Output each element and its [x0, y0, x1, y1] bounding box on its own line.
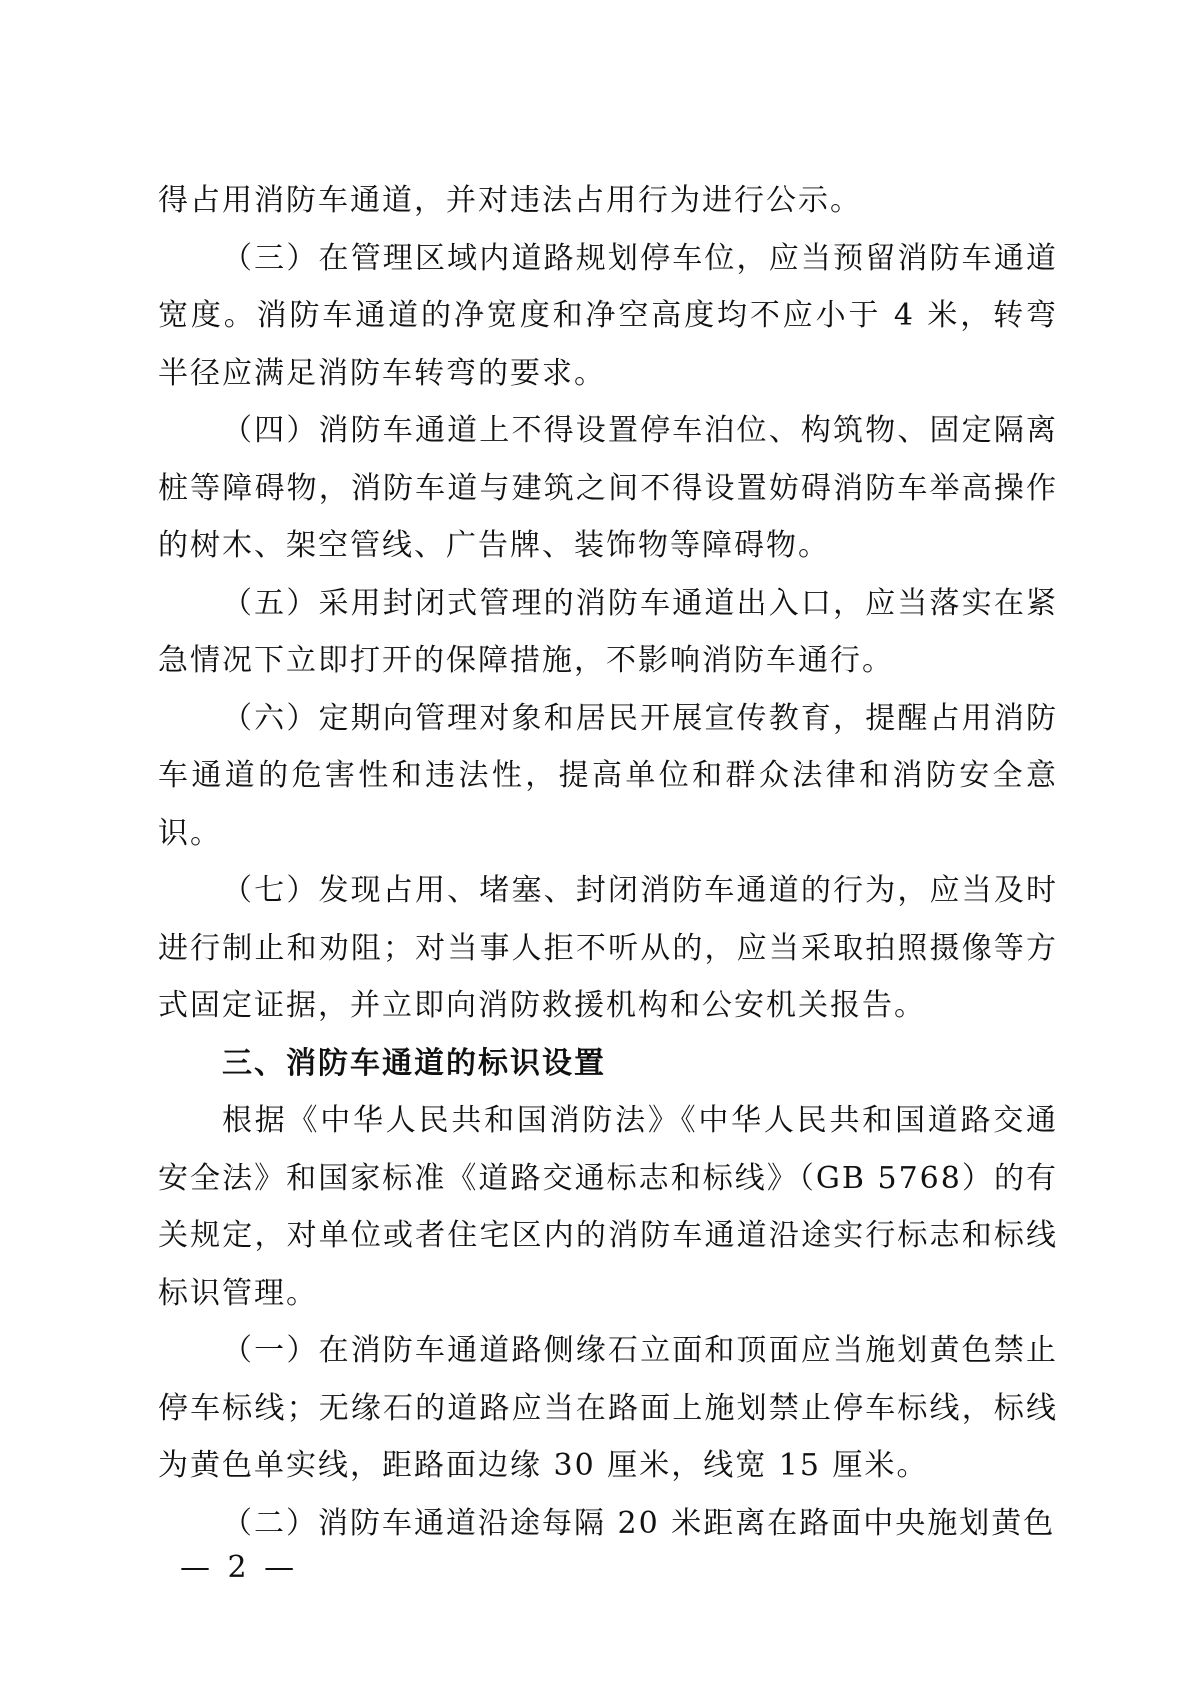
paragraph-rule-2: （二）消防车通道沿途每隔 20 米距离在路面中央施划黄色 [222, 1505, 1056, 1541]
paragraph-item-4: （四）消防车通道上不得设置停车泊位、构筑物、固定隔离桩等障碍物，消防车道与建筑之间不得设置妨碍消防车举高操作的树木、架空管线、广告牌、装饰物等障碍物。 [158, 413, 1058, 563]
page-number: — 2 — [180, 1550, 299, 1585]
section-heading: 三、消防车通道的标识设置 [222, 1045, 606, 1081]
paragraph-rule-1: （一）在消防车通道路侧缘石立面和顶面应当施划黄色禁止停车标线；无缘石的道路应当在路面上施划禁止停车标线，标线为黄色单实线，距路面边缘 30 厘米，线宽 15 厘米。 [158, 1333, 1058, 1483]
paragraph-item-3: （三）在管理区域内道路规划停车位，应当预留消防车通道宽度。消防车通道的净宽度和净空高度均不应小于 4 米，转弯半径应满足消防车转弯的要求。 [158, 240, 1058, 391]
paragraph-continuation: 得占用消防车通道，并对违法占用行为进行公示。 [158, 183, 862, 218]
paragraph-item-7: （七）发现占用、堵塞、封闭消防车通道的行为，应当及时进行制止和劝阻；对当事人拒不听从的，应当采取拍照摄像等方式固定证据，并立即向消防救援机构和公安机关报告。 [158, 873, 1058, 1023]
paragraph-item-6: （六）定期向管理对象和居民开展宣传教育，提醒占用消防车通道的危害性和违法性，提高单位和群众法律和消防安全意识。 [158, 700, 1058, 851]
paragraph-item-5: （五）采用封闭式管理的消防车通道出入口，应当落实在紧急情况下立即打开的保障措施，不影响消防车通行。 [158, 585, 1058, 678]
document-body [158, 172, 1058, 1552]
paragraph-section-intro: 根据《中华人民共和国消防法》《中华人民共和国道路交通安全法》和国家标准《道路交通标志和标线》（GB 5768）的有关规定，对单位或者住宅区内的消防车通道沿途实行标志和标线标识管理。 [158, 1103, 1058, 1311]
